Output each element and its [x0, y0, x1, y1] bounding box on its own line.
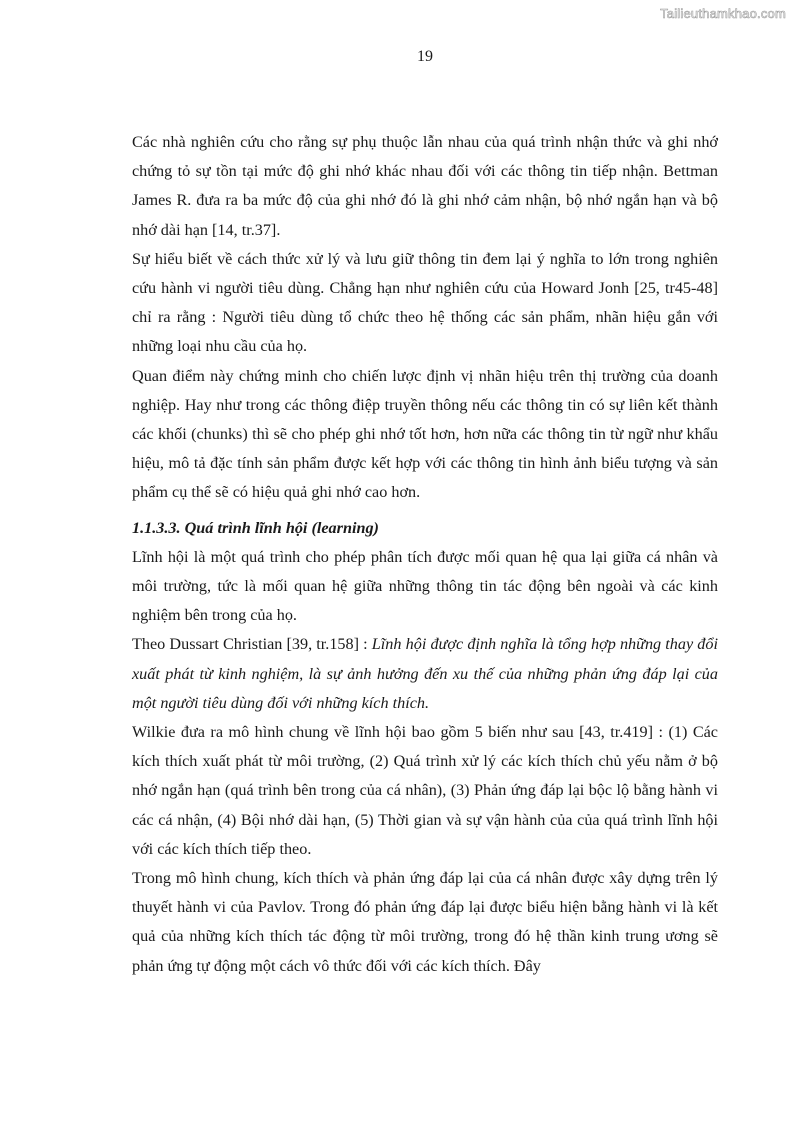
- document-body: [132, 128, 718, 981]
- page-number: 19: [417, 48, 433, 65]
- paragraph: Wilkie đưa ra mô hình chung về lĩnh hội bao gồm 5 biến như sau [43, tr.419] : (1) Các kích thích xuất phát từ môi trường, (2) Quá trình xử lý các kích thích chủ yếu nằm ở bộ nhớ ngắn hạn (quá trình bên trong của cá nhân), (3) Phản ứng đáp lại bộc lộ bằng hành vi các cá nhận, (4) Bội nhớ dài hạn, (5) Thời gian và sự vận hành của của quá trình lĩnh hội với các kích thích tiếp theo.: [132, 723, 718, 858]
- paragraph: Các nhà nghiên cứu cho rằng sự phụ thuộc lẫn nhau của quá trình nhận thức và ghi nhớ chứng tỏ sự tồn tại mức độ ghi nhớ khác nhau đối với các thông tin tiếp nhận. Bettman James R. đưa ra ba mức độ của ghi nhớ đó là ghi nhớ cảm nhận, bộ nhớ ngắn hạn và bộ nhớ dài hạn [14, tr.37].: [132, 133, 718, 239]
- paragraph: Sự hiểu biết về cách thức xử lý và lưu giữ thông tin đem lại ý nghĩa to lớn trong nghiên cứu hành vi người tiêu dùng. Chẳng hạn như nghiên cứu của Howard Jonh [25, tr45-48] chỉ ra rằng : Người tiêu dùng tổ chức theo hệ thống các sản phẩm, nhãn hiệu gắn với những loại nhu cầu của họ.: [132, 249, 718, 356]
- definition-lead: Theo Dussart Christian [39, tr.158] :: [132, 635, 372, 654]
- section-heading: 1.1.3.3. Quá trình lĩnh hội (learning): [132, 518, 379, 537]
- paragraph-definition: [132, 630, 718, 718]
- definition-quote: Lĩnh hội được định nghĩa là tổng hợp những thay đổi xuất phát từ kinh nghiệm, là sự ảnh hưởng đến xu thế của những phản ứng đáp lại của một người tiêu dùng đối với những kích thích.: [132, 635, 718, 712]
- paragraph: Quan điểm này chứng minh cho chiến lược định vị nhãn hiệu trên thị trường của doanh nghiệp. Hay như trong các thông điệp truyền thông nếu các thông tin có sự liên kết thành các khối (chunks) thì sẽ cho phép ghi nhớ tốt hơn, hơn nữa các thông tin từ ngữ như khẩu hiệu, mô tả đặc tính sản phẩm được kết hợp với các thông tin hình ảnh biểu tượng và sản phẩm cụ thể sẽ có hiệu quả ghi nhớ cao hơn.: [132, 366, 718, 502]
- paragraph: Lĩnh hội là một quá trình cho phép phân tích được mối quan hệ qua lại giữa cá nhân và môi trường, tức là mối quan hệ giữa những thông tin tác động bên ngoài và các kinh nghiệm bên trong của họ.: [132, 547, 718, 625]
- paragraph: Trong mô hình chung, kích thích và phản ứng đáp lại của cá nhân được xây dựng trên lý thuyết hành vi của Pavlov. Trong đó phản ứng đáp lại được biểu hiện bằng hành vi là kết quả của những kích thích tác động từ môi trường, trong đó hệ thần kinh trung ương sẽ phản ứng tự động một cách vô thức đối với các kích thích. Đây: [132, 869, 718, 975]
- watermark: Tailieuthamkhao.com: [660, 6, 786, 21]
